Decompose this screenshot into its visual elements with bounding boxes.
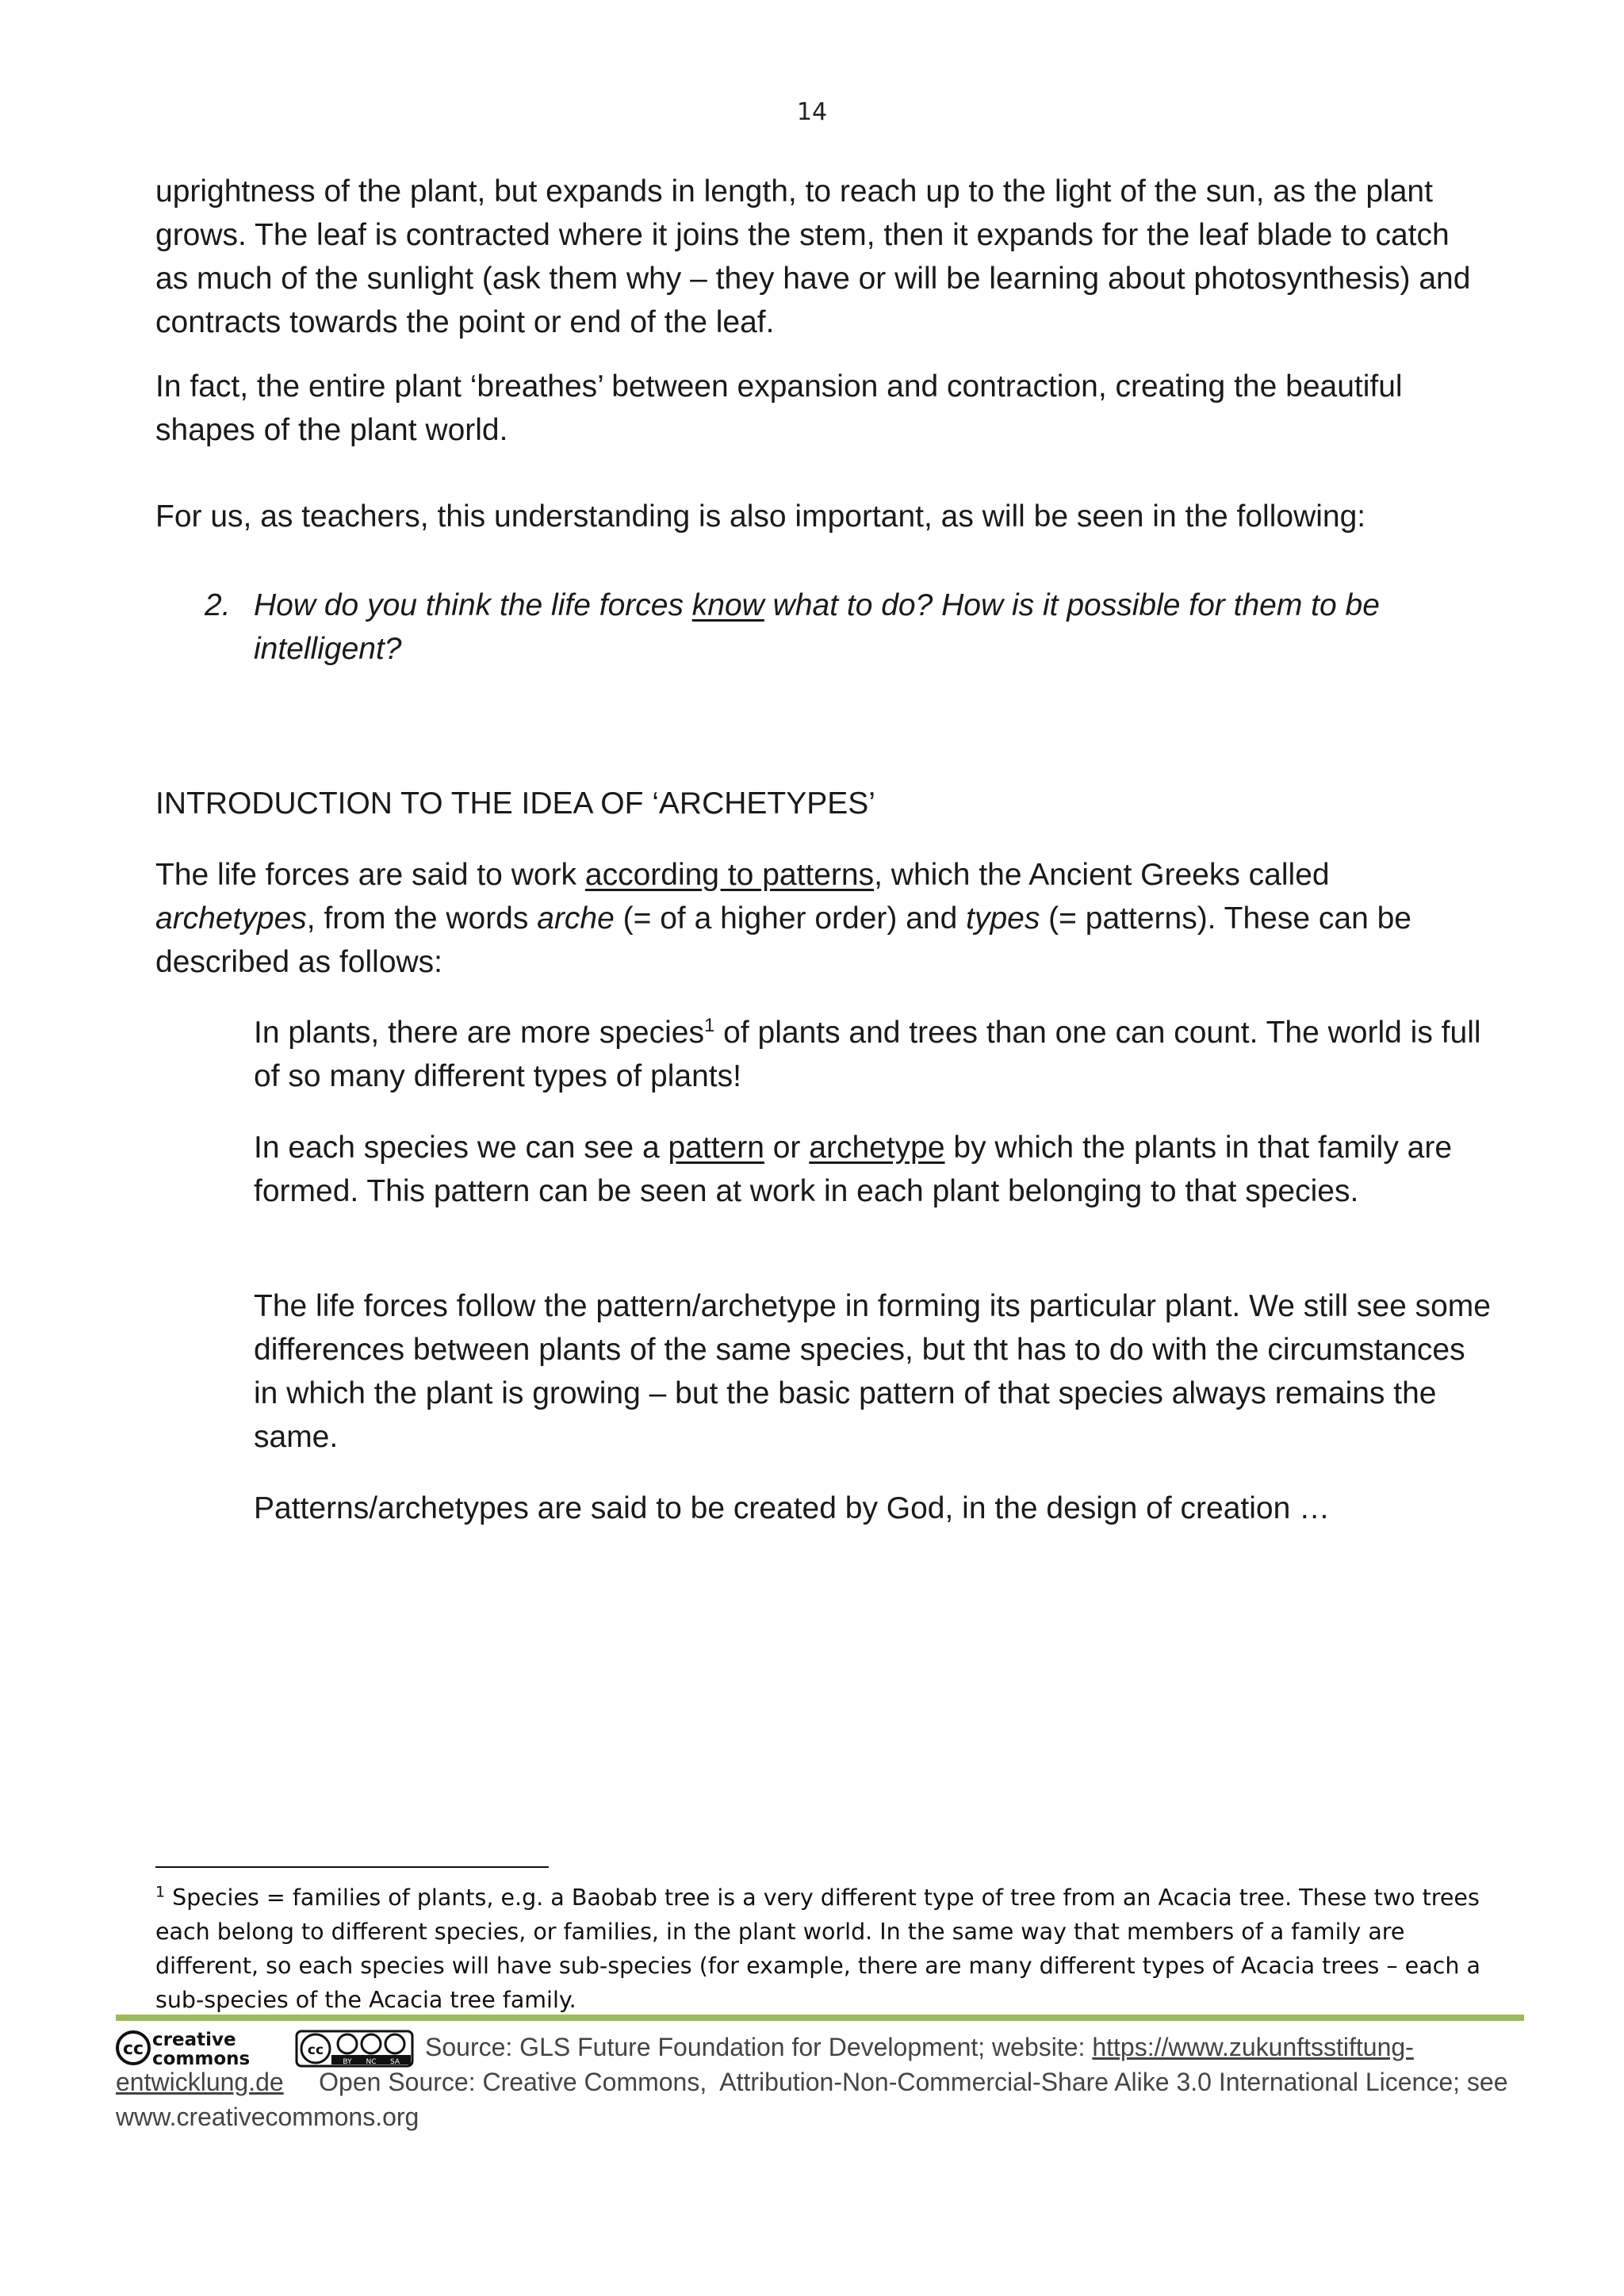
- paragraph-plant-breathes: In fact, the entire plant ‘breathes’ between expansion and contraction, creating the beautiful shapes of the plant world.: [155, 369, 1403, 447]
- underlined-archetype: archetype: [809, 1131, 945, 1165]
- italic-types: types: [966, 901, 1040, 936]
- svg-text:cc: cc: [307, 2042, 324, 2058]
- license-badge-sa: SA: [389, 2058, 400, 2066]
- footnote-marker: 1: [155, 1883, 166, 1901]
- paragraph-pattern-archetype: In each species we can see a pattern or archetype by which the plants in that family are formed. This pattern can be seen at work in each plant belonging to that species.: [254, 1131, 1453, 1208]
- underlined-know: know: [691, 588, 764, 622]
- footer-license: [116, 2030, 1535, 2134]
- license-badge-nc: NC: [366, 2058, 377, 2066]
- footnote-ref[interactable]: 1: [703, 1015, 715, 1036]
- underlined-pattern: pattern: [668, 1131, 764, 1165]
- paragraph-archetypes-intro: The life forces are said to work according to patterns, which the Ancient Greeks called archetypes, from the words arche (= of a higher order) and types (= patterns). These can be described as follows:: [155, 858, 1411, 979]
- paragraph-leaf-growth: uprightness of the plant, but expands in length, to reach up to the light of the sun, as the plant grows. The leaf is contracted where it joins the stem, then it expands for the leaf blade to catch as much of the sunlight (ask them why – they have or will be learning about photosynthesis) and contracts towards the point or end of the leaf.: [155, 174, 1471, 339]
- footer-source: Source: GLS Future Foundation for Development; website:: [425, 2033, 1093, 2061]
- paragraph-species-count: In plants, there are more species$^1$ of plants and trees than one can count. The world is full of so many different types of plants!: [254, 1015, 1481, 1093]
- footnote-divider: [155, 1866, 549, 1868]
- footer-divider: [116, 2015, 1524, 2021]
- footer-license-text: Open Source: Creative Commons, Attribution-Non-Commercial-Share Alike 3.0 International Licence; see www.creativecommons.org: [116, 2068, 1515, 2131]
- italic-archetypes: archetypes: [155, 901, 307, 936]
- paragraph-created-by-god: Patterns/archetypes are said to be created by God, in the design of creation …: [254, 1491, 1331, 1525]
- license-badge-by: BY: [343, 2058, 352, 2066]
- question-text: How do you think the life forces know what to do? How is it possible for them to be intelligent?: [254, 588, 1380, 666]
- footer-website-link[interactable]: https://www.zukunftsstiftung-entwicklung.de: [116, 2033, 1414, 2096]
- paragraph-teachers: For us, as teachers, this understanding is also important, as will be seen in the following:: [155, 499, 1366, 534]
- underlined-according-to-patterns: according to patterns: [584, 858, 875, 892]
- page-number: 14: [796, 98, 828, 126]
- question-number: 2.: [205, 588, 231, 622]
- footnote: [155, 1881, 1503, 2017]
- section-heading: INTRODUCTION TO THE IDEA OF ‘ARCHETYPES’: [155, 786, 875, 821]
- italic-arche: arche: [537, 901, 615, 936]
- svg-text:commons: commons: [152, 2049, 251, 2068]
- svg-text:cc: cc: [122, 2039, 144, 2059]
- svg-text:creative: creative: [152, 2030, 236, 2050]
- footnote-text: Species = families of plants, e.g. a Baobab tree is a very different type of tree from an Acacia tree. These two trees each belong to different species, or families, in the plant world. In the same way that members of a family are different, so each species will have sub-species (for example, there are many different types of Acacia trees – each a sub-species of the Acacia tree family.: [155, 1885, 1480, 2013]
- paragraph-life-forces-follow: The life forces follow the pattern/archetype in forming its particular plant. We still see some differences between plants of the same species, but tht has to do with the circumstances in which the plant is growing – but the basic pattern of that species always remains the same.: [254, 1289, 1491, 1454]
